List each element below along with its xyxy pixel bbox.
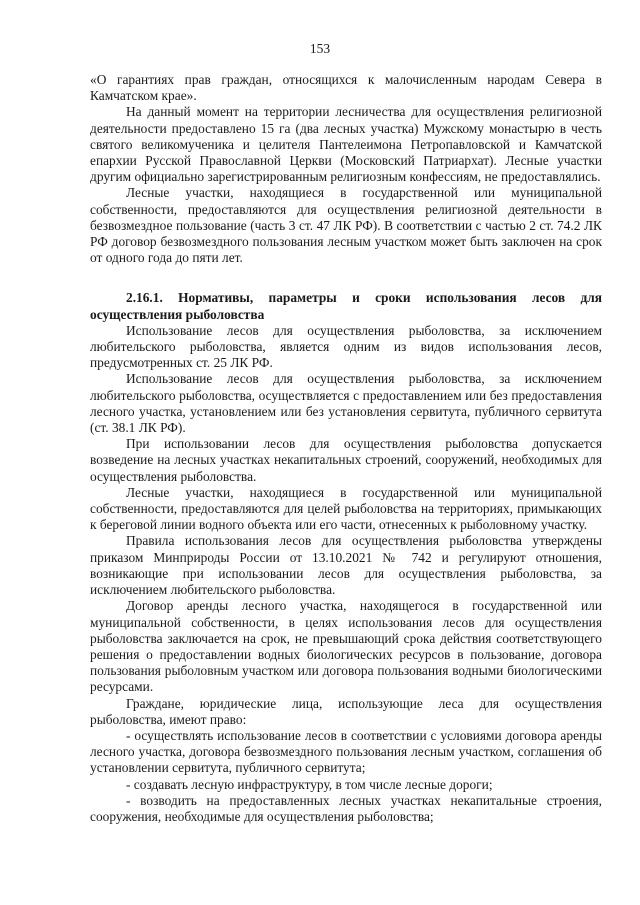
paragraph-fishing-use: Использование лесов для осуществления рыболовства, за исключением любительского рыболовства, является одним из видов использования лесов, предусмотренных ст. 25 ЛК РФ. [90,322,602,371]
section-heading: 2.16.1. Нормативы, параметры и сроки использования лесов для осуществления рыболовства [90,290,602,322]
paragraph-free-use: Лесные участки, находящиеся в государственной или муниципальной собственности, предоставляются для осуществления религиозной деятельности в безвозмездное пользование (часть 3 ст. 47 ЛК РФ). В соответствии с частью 2 ст. 74.2 ЛК РФ договор безвозмездного пользования лесным участком может быть заключен на срок от одного года до пяти лет. [90,185,602,266]
list-item-use-forests: - осуществлять использование лесов в соответствии с условиями договора аренды лесного участка, договора безвозмездного пользования лесным участком, соглашения об установлении сервитута, публичного сервитута; [90,727,602,776]
page-number: 153 [309,41,331,56]
list-item-build-structures: - возводить на предоставленных лесных участках некапитальные строения, сооружения, необходимые для осуществления рыболовства; [90,792,602,824]
paragraph-lease-term: Договор аренды лесного участка, находящегося в государственной или муниципальной собственности, в целях использования лесов для осуществления рыболовства заключается на срок, не превышающий срока действия соответствующего решения о предоставлении водных биологических ресурсов в пользование, договора пользования рыболовным участком или договора пользования водными биологическими ресурсами. [90,598,602,695]
paragraph-religious-activity: На данный момент на территории лесничества для осуществления религиозной деятельности предоставлено 15 га (два лесных участка) Мужскому монастырю в честь святого великомученика и целителя Пантелеимона Петропавловской и Камчатской епархии Русской Православной Церкви (Московский Патриархат). Лесные участки другим официально зарегистрированным религиозным конфессиям, не предоставлялись. [90,104,602,185]
paragraph-rights-intro: Граждане, юридические лица, использующие леса для осуществления рыболовства, имеют право: [90,695,602,727]
list-item-infrastructure: - создавать лесную инфраструктуру, в том числе лесные дороги; [126,776,493,792]
paragraph-rules-order: Правила использования лесов для осуществления рыболовства утверждены приказом Минприроды России от 13.10.2021 № 742 и регулируют отношения, возникающие при использовании лесов для осуществления рыболовства, за исключением любительского рыболовства. [90,533,602,598]
document-body [90,72,602,825]
paragraph-fishing-provision: Использование лесов для осуществления рыболовства, за исключением любительского рыболовства, осуществляется с предоставлением или без предоставления лесного участка, установлением или без установления сервитута, публичного сервитута (ст. 38.1 ЛК РФ). [90,371,602,436]
paragraph-shoreline-plots: Лесные участки, находящиеся в государственной или муниципальной собственности, предоставляются для целей рыболовства на территориях, примыкающих к береговой линии водного объекта или его части, отнесенных к рыболовному участку. [90,484,602,533]
paragraph-law-title: «О гарантиях прав граждан, относящихся к малочисленным народам Севера в Камчатском крае». [90,72,602,104]
paragraph-temporary-structures: При использовании лесов для осуществления рыболовства допускается возведение на лесных участках некапитальных строений, сооружений, необходимых для осуществления рыболовства. [90,436,602,484]
